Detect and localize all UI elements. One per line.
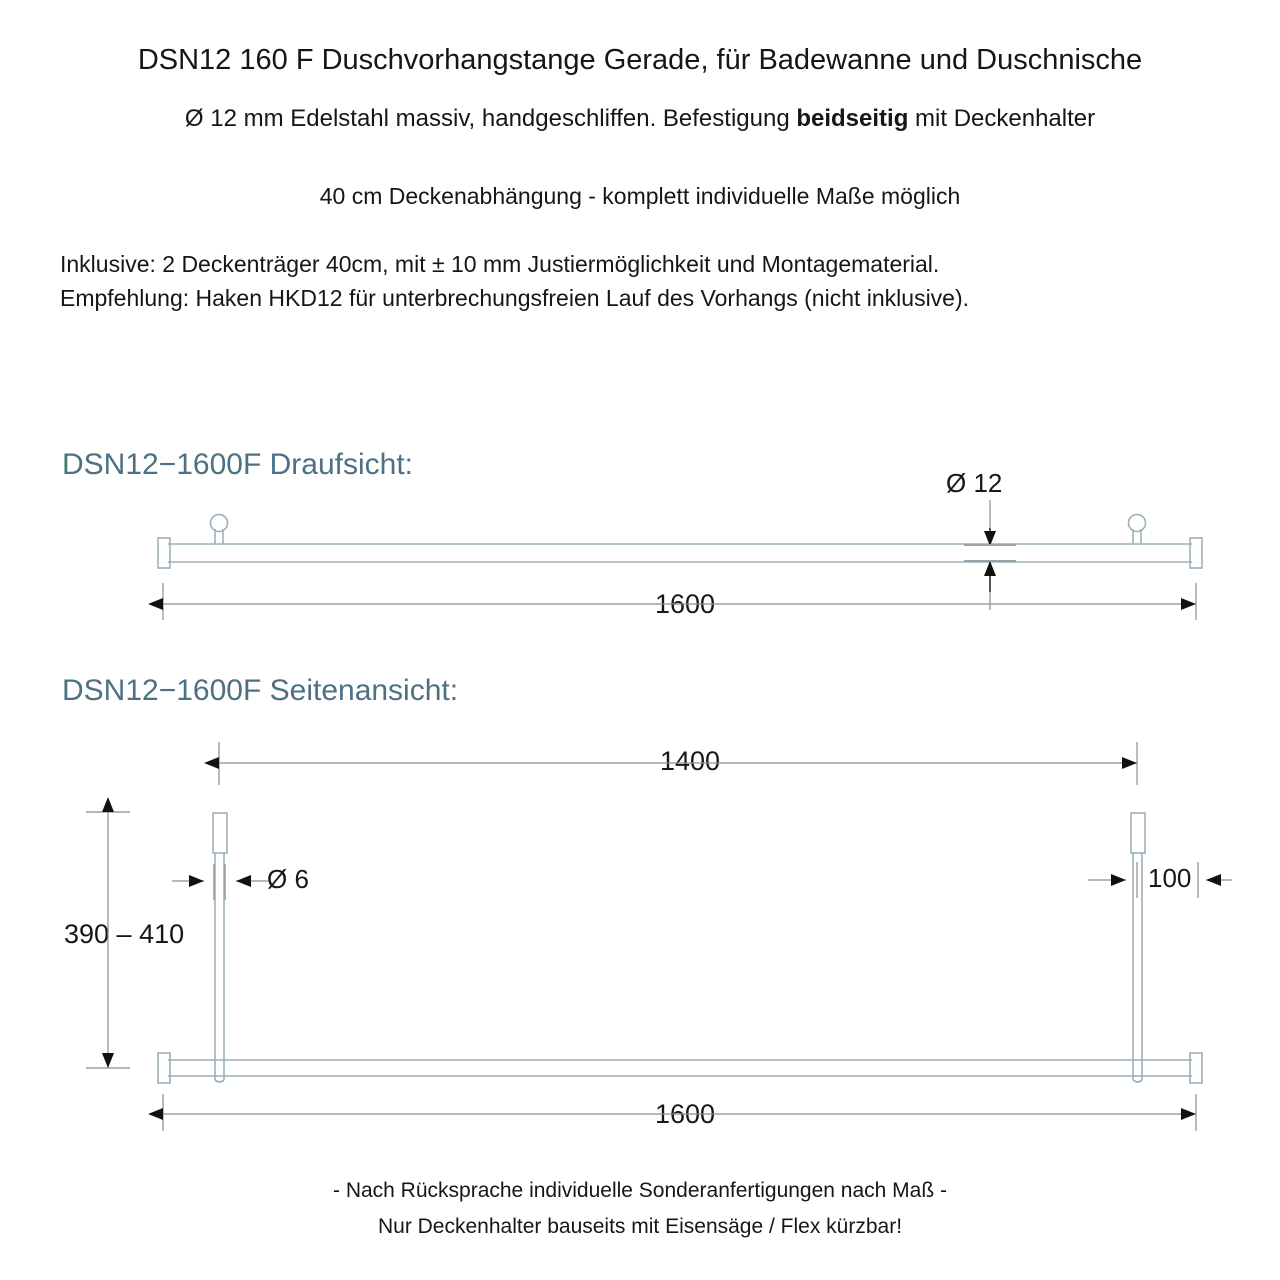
side-view-drop-height-label: 390 – 410 (60, 919, 188, 950)
side-view-heading: DSN12−1600F Seitenansicht: (62, 674, 459, 707)
top-view-heading: DSN12−1600F Draufsicht: (62, 448, 414, 481)
side-view-length-label: 1600 (646, 1099, 724, 1130)
side-view-right-end-cap (1190, 1053, 1202, 1083)
side-view-left-hanger-foot (215, 1080, 224, 1082)
ceiling-drop-note: 40 cm Deckenabhängung - komplett individuelle Maße möglich (319, 183, 961, 209)
footer-line-2: Nur Deckenhalter bauseits mit Eisensäge / Flex kürzbar! (377, 1215, 903, 1238)
top-view-diameter-label: Ø 12 (942, 468, 1006, 499)
side-view-hanger-diameter-label: Ø 6 (263, 864, 313, 895)
side-view-span-label: 1400 (651, 746, 729, 777)
product-subtitle (185, 104, 1095, 134)
top-view-right-end-cap (1190, 538, 1202, 568)
top-view-rod-assembly (158, 515, 1202, 569)
inclusive-line-2: Empfehlung: Haken HKD12 für unterbrechungsfreien Lauf des Vorhangs (nicht inklusive). (60, 285, 970, 311)
side-view-right-hanger-foot (1133, 1080, 1142, 1082)
side-view-end-offset-label: 100 (1148, 863, 1192, 893)
subtitle-part-2: mit Deckenhalter (908, 105, 1096, 132)
top-view-length-label: 1600 (646, 589, 724, 620)
side-view-hanger-diameter-dimension (172, 864, 268, 900)
side-view-left-end-cap (158, 1053, 170, 1083)
top-view-right-mount-disc (1129, 515, 1146, 532)
side-view-assembly (158, 813, 1202, 1083)
footer-line-1: - Nach Rücksprache individuelle Sonderanfertigungen nach Maß - (332, 1179, 948, 1202)
side-view-left-hanger-cap (213, 813, 227, 853)
subtitle-emphasis: beidseitig (796, 105, 909, 132)
inclusive-line-1: Inklusive: 2 Deckenträger 40cm, mit ± 10 mm Justiermöglichkeit und Montagematerial. (60, 251, 940, 277)
top-view-left-end-cap (158, 538, 170, 568)
top-view-diameter-dimension (964, 500, 1016, 610)
subtitle-part-1: Ø 12 mm Edelstahl massiv, handgeschliffen. Befestigung (184, 105, 797, 132)
page-title: DSN12 160 F Duschvorhangstange Gerade, für Badewanne und Duschnische (137, 44, 1143, 76)
top-view-left-mount-disc (211, 515, 228, 532)
side-view-right-hanger-cap (1131, 813, 1145, 853)
